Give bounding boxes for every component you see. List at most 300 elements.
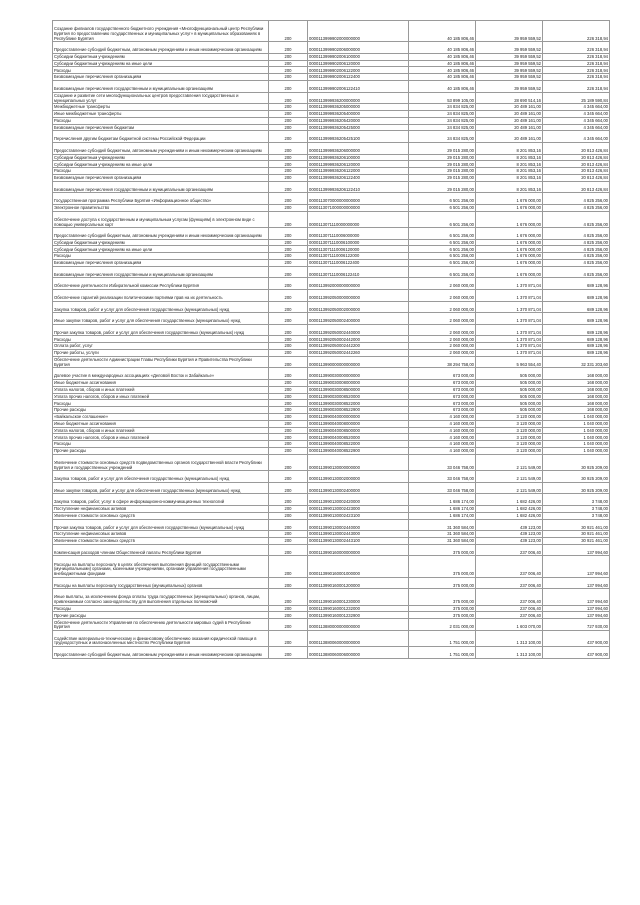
row-executed-cell: 1 313 100,00 xyxy=(476,647,543,659)
row-remaining-cell: 689 128,96 xyxy=(543,324,610,336)
row-name-cell: Иные закупки товаров, работ и услуг для обеспечения государственных (муниципальных) нужд xyxy=(53,313,269,325)
row-assigned-cell: 33 046 758,00 xyxy=(409,482,476,494)
table-row xyxy=(53,544,610,556)
row-remaining-cell: 3 748,00 xyxy=(543,505,610,512)
row-executed-cell: 1 682 426,00 xyxy=(476,494,543,506)
row-executed-cell: 2 121 549,00 xyxy=(476,454,543,470)
row-kbk-cell: 0000113880000000000000 xyxy=(308,619,409,631)
table-row xyxy=(53,42,610,54)
row-kbk-cell: 0000113999936205000000 xyxy=(308,104,409,111)
row-code-cell: 200 xyxy=(269,161,308,168)
table-row xyxy=(53,531,610,538)
row-code-cell: 200 xyxy=(269,266,308,278)
row-remaining-cell: 1 040 000,00 xyxy=(543,441,610,448)
row-code-cell: 200 xyxy=(269,204,308,211)
row-kbk-cell: 0000113990130002443000 xyxy=(308,531,409,538)
row-assigned-cell: 6 501 256,00 xyxy=(409,246,476,253)
row-code-cell: 200 xyxy=(269,427,308,434)
table-row xyxy=(53,414,610,421)
table-row xyxy=(53,228,610,240)
table-row xyxy=(53,324,610,336)
row-kbk-cell: 0000113990040008500000 xyxy=(308,427,409,434)
row-assigned-cell: 31 360 584,00 xyxy=(409,537,476,544)
row-executed-cell: 5 963 554,40 xyxy=(476,356,543,368)
row-assigned-cell: 375 000,00 xyxy=(409,589,476,605)
table-row xyxy=(53,142,610,154)
row-remaining-cell: 689 128,96 xyxy=(543,290,610,302)
row-assigned-cell: 1 686 174,00 xyxy=(409,512,476,519)
row-executed-cell: 1 370 871,04 xyxy=(476,278,543,290)
row-code-cell: 200 xyxy=(269,350,308,357)
row-kbk-cell: 0000113990130002000000 xyxy=(308,471,409,483)
row-executed-cell: 28 690 514,16 xyxy=(476,92,543,104)
row-kbk-cell: 0000113999936206000000 xyxy=(308,142,409,154)
row-remaining-cell: 1 040 000,00 xyxy=(543,420,610,427)
table-row xyxy=(53,67,610,74)
row-code-cell: 200 xyxy=(269,556,308,577)
row-assigned-cell: 4 160 000,00 xyxy=(409,441,476,448)
row-kbk-cell: 0000113990160001230000 xyxy=(308,589,409,605)
row-name-cell: Расходы xyxy=(53,117,269,124)
table-row xyxy=(53,350,610,357)
row-kbk-cell: 0000113992050002442000 xyxy=(308,336,409,343)
table-row xyxy=(53,647,610,659)
row-code-cell: 200 xyxy=(269,647,308,659)
row-executed-cell: 505 000,00 xyxy=(476,393,543,400)
row-remaining-cell: 437 900,00 xyxy=(543,647,610,659)
table-row xyxy=(53,21,610,42)
row-assigned-cell: 375 000,00 xyxy=(409,544,476,556)
table-row xyxy=(53,117,610,124)
row-executed-cell: 1 676 000,00 xyxy=(476,266,543,278)
row-assigned-cell: 6 501 256,00 xyxy=(409,204,476,211)
row-kbk-cell: 0000113990160001200000 xyxy=(308,577,409,589)
row-name-cell: Расходы xyxy=(53,336,269,343)
table-row xyxy=(53,110,610,117)
row-name-cell: Обеспечение доступа к государственным и муниципальным услугам (функциям) в электронном виде с помощью универсальных карт xyxy=(53,211,269,227)
row-remaining-cell: 689 128,96 xyxy=(543,343,610,350)
row-name-cell: Содействие материально-техническому и финансовому обеспечению оказания юридической помощи в труднодоступных и малонаселенных местностях Республики Бурятия xyxy=(53,630,269,646)
row-executed-cell: 8 201 853,16 xyxy=(476,142,543,154)
table-row xyxy=(53,454,610,470)
row-kbk-cell: 0000113990130002400000 xyxy=(308,482,409,494)
row-remaining-cell: 4 825 256,00 xyxy=(543,204,610,211)
row-name-cell: Прочая закупка товаров, работ и услуг для обеспечения государственных (муниципальных) нужд xyxy=(53,324,269,336)
row-remaining-cell: 168 000,00 xyxy=(543,386,610,393)
row-executed-cell: 237 006,40 xyxy=(476,544,543,556)
row-name-cell: Иные бюджетные ассигнования xyxy=(53,420,269,427)
row-code-cell: 200 xyxy=(269,142,308,154)
row-kbk-cell: 0000113990000000000000 xyxy=(308,356,409,368)
table-row xyxy=(53,630,610,646)
row-assigned-cell: 2 060 000,00 xyxy=(409,324,476,336)
row-remaining-cell: 437 900,00 xyxy=(543,630,610,646)
row-executed-cell: 20 489 161,00 xyxy=(476,110,543,117)
row-kbk-cell: 0000113990160001000000 xyxy=(308,556,409,577)
row-code-cell: 200 xyxy=(269,368,308,380)
row-code-cell: 200 xyxy=(269,193,308,205)
row-executed-cell: 1 676 000,00 xyxy=(476,228,543,240)
row-executed-cell: 1 603 070,00 xyxy=(476,619,543,631)
row-executed-cell: 505 000,00 xyxy=(476,380,543,387)
row-assigned-cell: 40 185 806,46 xyxy=(409,42,476,54)
row-kbk-cell: 0000113990040008522000 xyxy=(308,441,409,448)
row-assigned-cell: 6 501 256,00 xyxy=(409,193,476,205)
row-assigned-cell: 375 000,00 xyxy=(409,612,476,619)
row-assigned-cell: 33 046 758,00 xyxy=(409,454,476,470)
row-name-cell: Безвозмездные перечисления государственным и муниципальным организациям xyxy=(53,266,269,278)
table-row xyxy=(53,204,610,211)
row-assigned-cell: 2 060 000,00 xyxy=(409,350,476,357)
row-remaining-cell: 4 825 256,00 xyxy=(543,253,610,260)
row-name-cell: Перечисления другим бюджетам бюджетной системы Российской Федерации xyxy=(53,131,269,143)
row-code-cell: 200 xyxy=(269,414,308,421)
row-assigned-cell: 4 160 000,00 xyxy=(409,414,476,421)
row-name-cell: Обеспечение деятельности Избирательной комиссии Республики Бурятия xyxy=(53,278,269,290)
row-code-cell: 200 xyxy=(269,246,308,253)
row-name-cell: Увеличение стоимости основных средств xyxy=(53,512,269,519)
table-row xyxy=(53,260,610,267)
row-name-cell: Обеспечение деятельности Администрации Главы Республики Бурятия и Правительства Республики Бурятия xyxy=(53,356,269,368)
row-kbk-cell: 0000113990040000000000 xyxy=(308,414,409,421)
row-kbk-cell: 0000113880060000000000 xyxy=(308,630,409,646)
row-assigned-cell: 24 834 825,00 xyxy=(409,131,476,143)
row-remaining-cell: 226 318,94 xyxy=(543,21,610,42)
row-executed-cell: 1 370 871,04 xyxy=(476,324,543,336)
row-assigned-cell: 29 015 280,00 xyxy=(409,181,476,193)
row-executed-cell: 439 123,00 xyxy=(476,519,543,531)
row-name-cell: Закупка товаров, работ и услуг для обеспечения государственных (муниципальных) нужд xyxy=(53,301,269,313)
row-name-cell: Уплата прочих налогов, сборов и иных платежей xyxy=(53,434,269,441)
row-assigned-cell: 4 160 000,00 xyxy=(409,434,476,441)
row-kbk-cell: 0000113071110006122410 xyxy=(308,266,409,278)
row-code-cell: 200 xyxy=(269,393,308,400)
row-assigned-cell: 2 060 000,00 xyxy=(409,301,476,313)
table-row xyxy=(53,168,610,175)
row-remaining-cell: 30 921 461,00 xyxy=(543,537,610,544)
row-executed-cell: 2 121 549,00 xyxy=(476,482,543,494)
table-row xyxy=(53,74,610,81)
row-name-cell: Закупка товаров, работ и услуг для обеспечения государственных (муниципальных) нужд xyxy=(53,471,269,483)
row-remaining-cell: 689 128,96 xyxy=(543,313,610,325)
row-assigned-cell: 6 501 256,00 xyxy=(409,266,476,278)
row-remaining-cell: 4 825 256,00 xyxy=(543,211,610,227)
row-kbk-cell: 0000113071110006000000 xyxy=(308,228,409,240)
row-remaining-cell: 20 813 426,84 xyxy=(543,142,610,154)
row-code-cell: 200 xyxy=(269,324,308,336)
row-kbk-cell: 0000113990030008000000 xyxy=(308,380,409,387)
row-executed-cell: 8 201 853,16 xyxy=(476,168,543,175)
row-name-cell: Предоставление субсидий бюджетным, автономным учреждениям и иным некоммерческим организациям xyxy=(53,142,269,154)
row-assigned-cell: 673 000,00 xyxy=(409,407,476,414)
row-kbk-cell: 0000113999936205425000 xyxy=(308,124,409,131)
row-kbk-cell: 0000113999902006000000 xyxy=(308,42,409,54)
row-kbk-cell: 0000113990130002420000 xyxy=(308,494,409,506)
row-kbk-cell: 0000113071110006122000 xyxy=(308,253,409,260)
row-executed-cell: 2 121 549,00 xyxy=(476,471,543,483)
row-remaining-cell: 226 318,94 xyxy=(543,80,610,92)
row-assigned-cell: 33 046 758,00 xyxy=(409,471,476,483)
row-name-cell: Иные бюджетные ассигнования xyxy=(53,380,269,387)
row-code-cell: 200 xyxy=(269,253,308,260)
table-row xyxy=(53,420,610,427)
row-remaining-cell: 4 825 256,00 xyxy=(543,266,610,278)
row-remaining-cell: 4 345 664,00 xyxy=(543,124,610,131)
row-assigned-cell: 24 834 825,00 xyxy=(409,110,476,117)
table-row xyxy=(53,211,610,227)
row-executed-cell: 20 489 161,00 xyxy=(476,117,543,124)
row-code-cell: 200 xyxy=(269,290,308,302)
table-row xyxy=(53,290,610,302)
row-executed-cell: 3 120 000,00 xyxy=(476,434,543,441)
row-code-cell: 200 xyxy=(269,60,308,67)
table-row xyxy=(53,80,610,92)
row-assigned-cell: 24 834 825,00 xyxy=(409,117,476,124)
row-kbk-cell: 0000113999902006120000 xyxy=(308,60,409,67)
row-remaining-cell: 689 128,96 xyxy=(543,301,610,313)
table-row xyxy=(53,556,610,577)
budget-table xyxy=(52,20,610,659)
table-row xyxy=(53,494,610,506)
row-remaining-cell: 1 040 000,00 xyxy=(543,427,610,434)
row-name-cell: Поступление нефинансовых активов xyxy=(53,505,269,512)
row-executed-cell: 505 000,00 xyxy=(476,400,543,407)
row-executed-cell: 3 120 000,00 xyxy=(476,414,543,421)
row-kbk-cell: 0000113071110006120000 xyxy=(308,246,409,253)
row-name-cell: Создание и развитие сети многофункциональных центров предоставления государственных и муниципальных услуг xyxy=(53,92,269,104)
table-row xyxy=(53,343,610,350)
row-name-cell: Межбюджетные трансферты xyxy=(53,104,269,111)
row-remaining-cell: 4 345 664,00 xyxy=(543,131,610,143)
row-name-cell: Прочие расходы xyxy=(53,612,269,619)
row-assigned-cell: 6 501 256,00 xyxy=(409,239,476,246)
row-assigned-cell: 673 000,00 xyxy=(409,368,476,380)
row-remaining-cell: 20 813 426,84 xyxy=(543,174,610,181)
row-kbk-cell: 0000113990130000000000 xyxy=(308,454,409,470)
row-code-cell: 200 xyxy=(269,74,308,81)
row-name-cell: Безвозмездные перечисления государственным и муниципальным организациям xyxy=(53,80,269,92)
row-executed-cell: 237 006,40 xyxy=(476,605,543,612)
row-assigned-cell: 673 000,00 xyxy=(409,380,476,387)
row-kbk-cell: 0000113999936206120000 xyxy=(308,161,409,168)
row-executed-cell: 8 201 853,16 xyxy=(476,181,543,193)
row-code-cell: 200 xyxy=(269,67,308,74)
row-code-cell: 200 xyxy=(269,380,308,387)
row-remaining-cell: 137 994,60 xyxy=(543,589,610,605)
row-remaining-cell: 137 994,60 xyxy=(543,605,610,612)
row-assigned-cell: 40 185 806,46 xyxy=(409,74,476,81)
row-assigned-cell: 31 360 584,00 xyxy=(409,531,476,538)
row-kbk-cell: 0000113999936205420000 xyxy=(308,117,409,124)
row-executed-cell: 1 676 000,00 xyxy=(476,253,543,260)
row-code-cell: 200 xyxy=(269,544,308,556)
row-remaining-cell: 20 813 426,84 xyxy=(543,181,610,193)
row-code-cell: 200 xyxy=(269,154,308,161)
table-row xyxy=(53,154,610,161)
row-remaining-cell: 32 331 203,60 xyxy=(543,356,610,368)
table-row xyxy=(53,619,610,631)
row-code-cell: 200 xyxy=(269,494,308,506)
row-kbk-cell: 0000113999936200000000 xyxy=(308,92,409,104)
row-code-cell: 200 xyxy=(269,104,308,111)
row-assigned-cell: 24 834 825,00 xyxy=(409,104,476,111)
row-remaining-cell: 226 318,94 xyxy=(543,74,610,81)
row-code-cell: 200 xyxy=(269,537,308,544)
row-assigned-cell: 31 360 584,00 xyxy=(409,519,476,531)
table-row xyxy=(53,161,610,168)
row-code-cell: 200 xyxy=(269,336,308,343)
row-assigned-cell: 2 060 000,00 xyxy=(409,343,476,350)
row-assigned-cell: 375 000,00 xyxy=(409,577,476,589)
row-name-cell: Расходы xyxy=(53,253,269,260)
row-kbk-cell: 0000113990130002423100 xyxy=(308,512,409,519)
row-remaining-cell: 168 000,00 xyxy=(543,380,610,387)
row-kbk-cell: 0000113999902006122410 xyxy=(308,80,409,92)
row-kbk-cell: 0000113071110000000000 xyxy=(308,211,409,227)
row-executed-cell: 8 201 853,16 xyxy=(476,154,543,161)
row-remaining-cell: 4 825 256,00 xyxy=(543,260,610,267)
row-code-cell: 200 xyxy=(269,131,308,143)
row-name-cell: Закупка товаров, работ, услуг в сфере информационно-коммуникационных технологий xyxy=(53,494,269,506)
row-assigned-cell: 40 185 806,46 xyxy=(409,80,476,92)
row-code-cell: 200 xyxy=(269,124,308,131)
row-executed-cell: 8 201 853,16 xyxy=(476,161,543,168)
row-assigned-cell: 2 060 000,00 xyxy=(409,336,476,343)
row-code-cell: 200 xyxy=(269,301,308,313)
row-kbk-cell: 0000113999936205425100 xyxy=(308,131,409,143)
table-row xyxy=(53,393,610,400)
row-name-cell: Иные закупки товаров, работ и услуг для обеспечения государственных (муниципальных) нужд xyxy=(53,482,269,494)
table-row xyxy=(53,356,610,368)
table-row xyxy=(53,482,610,494)
table-row xyxy=(53,253,610,260)
row-assigned-cell: 1 686 174,00 xyxy=(409,494,476,506)
row-code-cell: 200 xyxy=(269,519,308,531)
table-row xyxy=(53,368,610,380)
row-executed-cell: 237 006,40 xyxy=(476,589,543,605)
row-code-cell: 200 xyxy=(269,400,308,407)
row-code-cell: 200 xyxy=(269,343,308,350)
row-kbk-cell: 0000113990130002423000 xyxy=(308,505,409,512)
row-kbk-cell: 0000113990040008522900 xyxy=(308,447,409,454)
row-assigned-cell: 2 060 000,00 xyxy=(409,313,476,325)
row-executed-cell: 505 000,00 xyxy=(476,407,543,414)
row-executed-cell: 3 120 000,00 xyxy=(476,441,543,448)
row-kbk-cell: 0000113992050002440000 xyxy=(308,324,409,336)
row-name-cell: Субсидии бюджетным учреждениям xyxy=(53,53,269,60)
table-row xyxy=(53,447,610,454)
row-remaining-cell: 226 318,94 xyxy=(543,53,610,60)
row-name-cell: Субсидии бюджетным учреждениям xyxy=(53,154,269,161)
row-assigned-cell: 40 185 806,46 xyxy=(409,67,476,74)
row-code-cell: 200 xyxy=(269,630,308,646)
row-kbk-cell: 0000113999902000000000 xyxy=(308,21,409,42)
row-remaining-cell: 4 825 256,00 xyxy=(543,193,610,205)
row-assigned-cell: 673 000,00 xyxy=(409,393,476,400)
row-code-cell: 200 xyxy=(269,512,308,519)
row-name-cell: Субсидии бюджетным учреждениям на иные цели xyxy=(53,246,269,253)
row-assigned-cell: 375 000,00 xyxy=(409,605,476,612)
row-executed-cell: 3 120 000,00 xyxy=(476,420,543,427)
budget-table-body xyxy=(53,21,610,659)
row-assigned-cell: 24 834 825,00 xyxy=(409,124,476,131)
row-executed-cell: 3 120 000,00 xyxy=(476,447,543,454)
row-name-cell: Оплата работ, услуг xyxy=(53,343,269,350)
row-executed-cell: 237 006,40 xyxy=(476,612,543,619)
row-remaining-cell: 4 345 664,00 xyxy=(543,110,610,117)
row-code-cell: 200 xyxy=(269,260,308,267)
row-kbk-cell: 0000113999902006100000 xyxy=(308,53,409,60)
row-kbk-cell: 0000113992050002400000 xyxy=(308,313,409,325)
row-name-cell: Расходы на выплаты персоналу в целях обеспечения выполнения функций государственными (муниципальными) органами, казенными учреждениями, органами управления государственными внебюджетными фондами xyxy=(53,556,269,577)
row-executed-cell: 39 959 559,52 xyxy=(476,42,543,54)
row-name-cell: Иные межбюджетные трансферты xyxy=(53,110,269,117)
row-executed-cell: 1 370 871,04 xyxy=(476,313,543,325)
row-name-cell: Субсидии бюджетным учреждениям на иные цели xyxy=(53,161,269,168)
row-remaining-cell: 137 994,60 xyxy=(543,612,610,619)
row-code-cell: 200 xyxy=(269,434,308,441)
row-kbk-cell: 0000113990130002443100 xyxy=(308,537,409,544)
table-row xyxy=(53,427,610,434)
row-assigned-cell: 40 185 806,46 xyxy=(409,60,476,67)
table-row xyxy=(53,407,610,414)
row-name-cell: Увеличение стоимости основных средств подведомственных органов государственной власти Республики Бурятия и государственных учреждений xyxy=(53,454,269,470)
row-executed-cell: 20 489 161,00 xyxy=(476,131,543,143)
row-assigned-cell: 673 000,00 xyxy=(409,386,476,393)
row-assigned-cell: 38 294 758,00 xyxy=(409,356,476,368)
row-assigned-cell: 6 501 256,00 xyxy=(409,228,476,240)
row-code-cell: 200 xyxy=(269,619,308,631)
row-executed-cell: 3 120 000,00 xyxy=(476,427,543,434)
row-assigned-cell: 1 751 000,00 xyxy=(409,647,476,659)
row-name-cell: Расходы xyxy=(53,400,269,407)
row-code-cell: 200 xyxy=(269,117,308,124)
row-executed-cell: 237 006,40 xyxy=(476,577,543,589)
row-remaining-cell: 4 825 256,00 xyxy=(543,239,610,246)
row-remaining-cell: 3 748,00 xyxy=(543,512,610,519)
table-row xyxy=(53,512,610,519)
row-name-cell: Уплата налогов, сборов и иных платежей xyxy=(53,427,269,434)
row-kbk-cell: 0000113990160001232900 xyxy=(308,612,409,619)
row-kbk-cell: 0000113990040008000000 xyxy=(308,420,409,427)
row-code-cell: 200 xyxy=(269,386,308,393)
row-assigned-cell: 4 160 000,00 xyxy=(409,447,476,454)
table-row xyxy=(53,246,610,253)
row-assigned-cell: 2 060 000,00 xyxy=(409,278,476,290)
table-row xyxy=(53,301,610,313)
table-row xyxy=(53,104,610,111)
row-name-cell: Предоставление субсидий бюджетным, автономным учреждениям и иным некоммерческим организациям xyxy=(53,647,269,659)
row-executed-cell: 1 682 426,00 xyxy=(476,505,543,512)
row-code-cell: 200 xyxy=(269,441,308,448)
row-name-cell: Уплата прочих налогов, сборов и иных платежей xyxy=(53,393,269,400)
row-code-cell: 200 xyxy=(269,407,308,414)
row-assigned-cell: 29 015 280,00 xyxy=(409,142,476,154)
row-name-cell: Долевое участие в международных ассоциациях «Деловой Восток и Забайкалье» xyxy=(53,368,269,380)
report-sheet xyxy=(52,20,608,659)
row-kbk-cell: 0000113999902006122000 xyxy=(308,67,409,74)
table-row xyxy=(53,519,610,531)
row-assigned-cell: 29 015 280,00 xyxy=(409,161,476,168)
row-kbk-cell: 0000113992050002442200 xyxy=(308,343,409,350)
row-code-cell: 200 xyxy=(269,42,308,54)
table-row xyxy=(53,400,610,407)
row-code-cell: 200 xyxy=(269,110,308,117)
row-executed-cell: 1 676 000,00 xyxy=(476,204,543,211)
row-kbk-cell: 0000113071000000000000 xyxy=(308,204,409,211)
row-name-cell: Безвозмездные перечисления организациям xyxy=(53,260,269,267)
row-executed-cell: 20 489 161,00 xyxy=(476,104,543,111)
